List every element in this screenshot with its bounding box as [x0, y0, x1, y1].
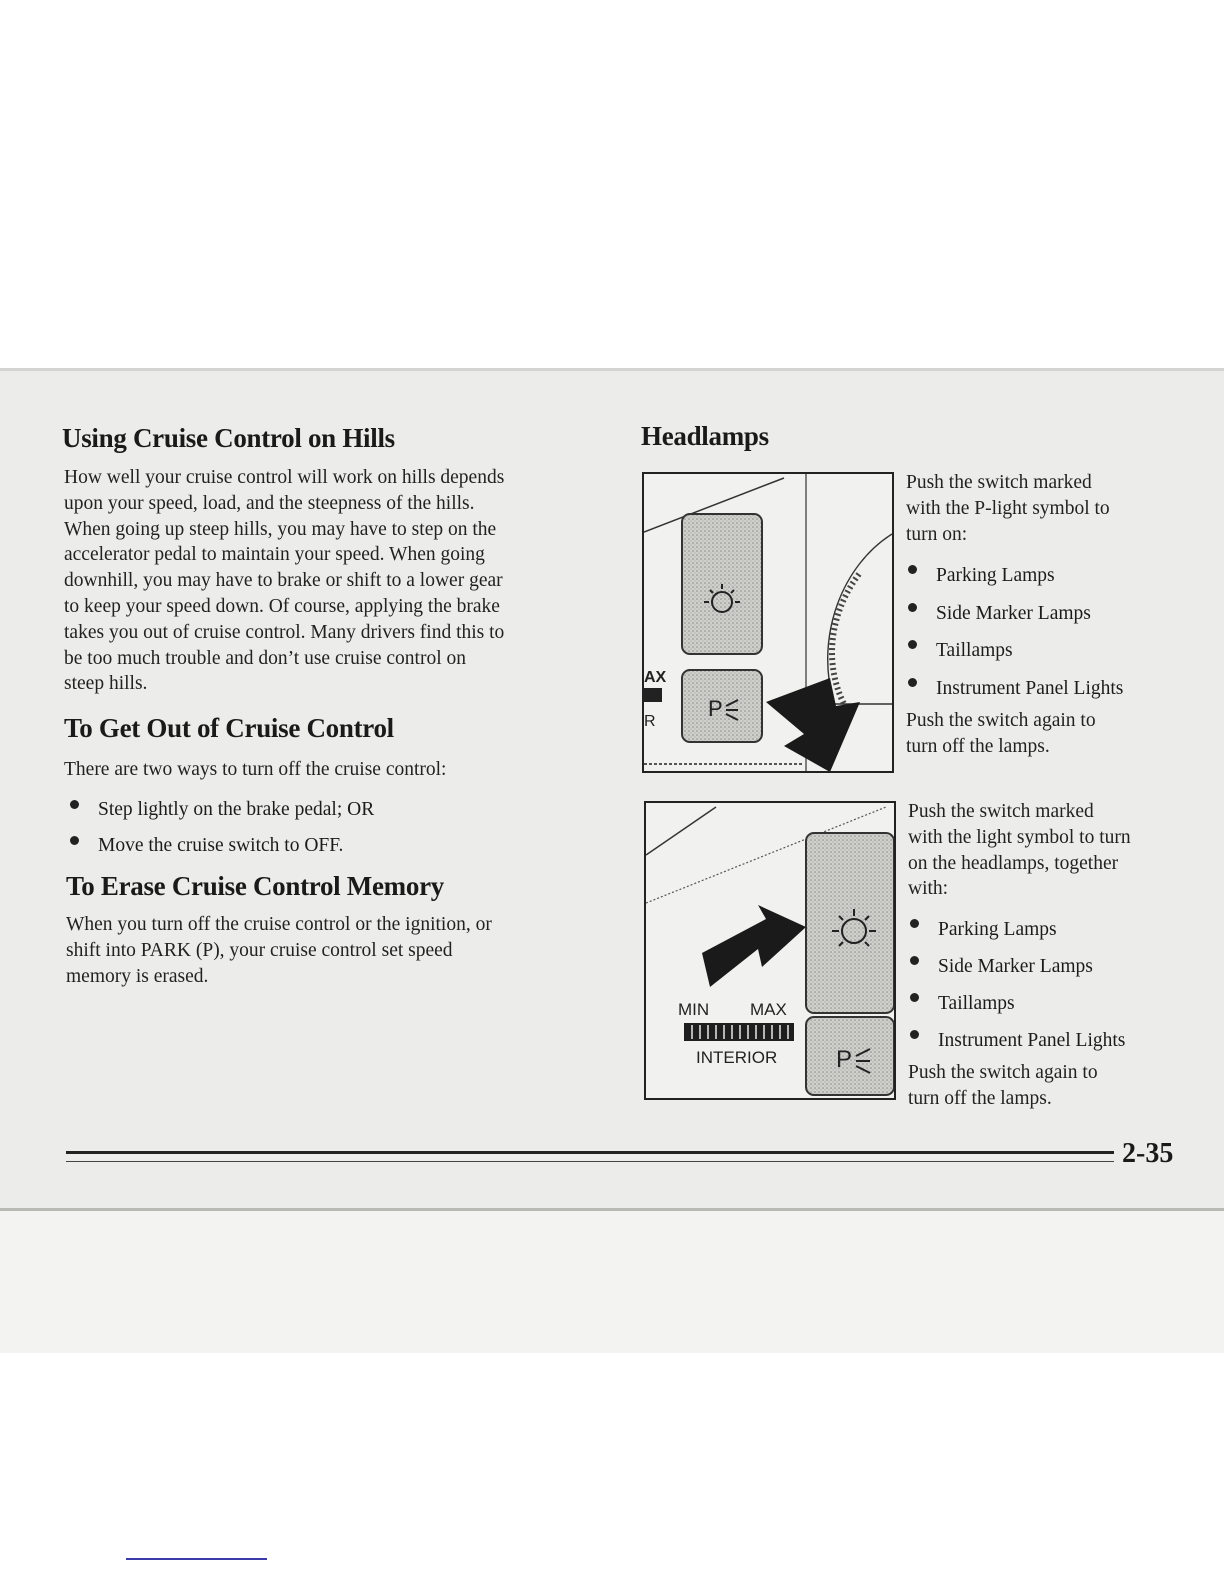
footer-underline-link[interactable]	[126, 1558, 267, 1560]
footer-rule-thin	[66, 1161, 1114, 1162]
block2-bullet-list	[906, 911, 1216, 1059]
text-line: with the P-light symbol to	[906, 497, 1110, 519]
list-item: Parking Lamps	[904, 557, 1214, 595]
list-item: Taillamps	[906, 985, 1216, 1022]
headlamp-switch-illustration	[644, 801, 896, 1100]
block2-intro	[908, 799, 1208, 902]
text-line: downhill, you may have to brake or shift to a lower gear	[64, 570, 503, 592]
heading-headlamps: Headlamps	[641, 421, 769, 451]
list-item: Side Marker Lamps	[906, 948, 1216, 985]
paragraph-erase-memory	[66, 912, 606, 989]
text-line: Push the switch again to	[906, 710, 1096, 731]
list-item: Taillamps	[904, 632, 1214, 670]
text-line: accelerator pedal to maintain your speed. When going	[64, 544, 485, 566]
text-line: When going up steep hills, you may have to step on the	[64, 518, 497, 540]
text-line: takes you out of cruise control. Many drivers find this to	[64, 621, 505, 643]
get-out-intro: There are two ways to turn off the cruise control:	[64, 759, 447, 780]
headlamp-switch-button	[806, 833, 894, 1013]
figure1-label-ax: AX	[644, 669, 667, 686]
interior-label: INTERIOR	[696, 1048, 778, 1067]
list-item: Side Marker Lamps	[904, 595, 1214, 633]
text-line: shift into PARK (P), your cruise control set speed	[66, 939, 453, 961]
text-line: on the headlamps, together	[908, 852, 1119, 874]
heading-erase-memory: To Erase Cruise Control Memory	[66, 871, 444, 901]
text-line: turn on:	[906, 523, 968, 545]
text-line: be too much trouble and don’t use cruise control on	[64, 647, 467, 669]
list-item: Step lightly on the brake pedal; OR	[66, 792, 586, 828]
pointer-arrow-icon	[766, 678, 860, 771]
figure1-label-r: R	[644, 713, 656, 730]
text-line: with the light symbol to turn	[908, 826, 1131, 848]
text-line: steep hills.	[64, 673, 148, 695]
paragraph-cruise-hills	[64, 465, 604, 697]
min-label: MIN	[678, 1000, 710, 1019]
text-line: When you turn off the cruise control or the ignition, or	[66, 914, 492, 935]
get-out-bullet-list	[66, 792, 586, 864]
interior-dimmer-edge	[644, 688, 662, 702]
text-line: Push the switch marked	[908, 801, 1094, 822]
svg-text:P: P	[708, 696, 723, 721]
max-label: MAX	[750, 1000, 787, 1019]
page-number: 2-35	[1122, 1138, 1174, 1169]
list-item: Parking Lamps	[906, 911, 1216, 948]
svg-text:P: P	[836, 1046, 853, 1073]
parking-lamp-switch-illustration	[642, 472, 894, 773]
text-line: with:	[908, 878, 949, 900]
text-line: upon your speed, load, and the steepness of the hills.	[64, 492, 475, 514]
heading-cruise-hills: Using Cruise Control on Hills	[62, 423, 395, 453]
list-item: Instrument Panel Lights	[906, 1022, 1216, 1059]
text-line: turn off the lamps.	[906, 735, 1050, 757]
block2-outro	[908, 1060, 1208, 1112]
footer-rule	[66, 1151, 1114, 1154]
block1-intro	[906, 470, 1206, 547]
pointer-arrow-icon	[702, 905, 806, 987]
text-line: to keep your speed down. Of course, applying the brake	[64, 595, 500, 617]
text-line: How well your cruise control will work on hills depends	[64, 467, 505, 488]
headlamp-switch-drawing	[646, 803, 894, 1098]
text-line: memory is erased.	[66, 965, 209, 987]
heading-get-out-cruise: To Get Out of Cruise Control	[64, 713, 394, 743]
block1-bullet-list	[904, 557, 1214, 707]
block1-outro	[906, 708, 1206, 760]
scan-edge-top	[0, 368, 1224, 371]
text-line: Push the switch again to	[908, 1062, 1098, 1083]
scan-margin-lower	[0, 1211, 1224, 1353]
list-item: Move the cruise switch to OFF.	[66, 828, 586, 864]
parking-lamp-switch-drawing	[644, 474, 892, 771]
text-line: Push the switch marked	[906, 472, 1092, 493]
list-item: Instrument Panel Lights	[904, 670, 1214, 708]
text-line: turn off the lamps.	[908, 1087, 1052, 1109]
